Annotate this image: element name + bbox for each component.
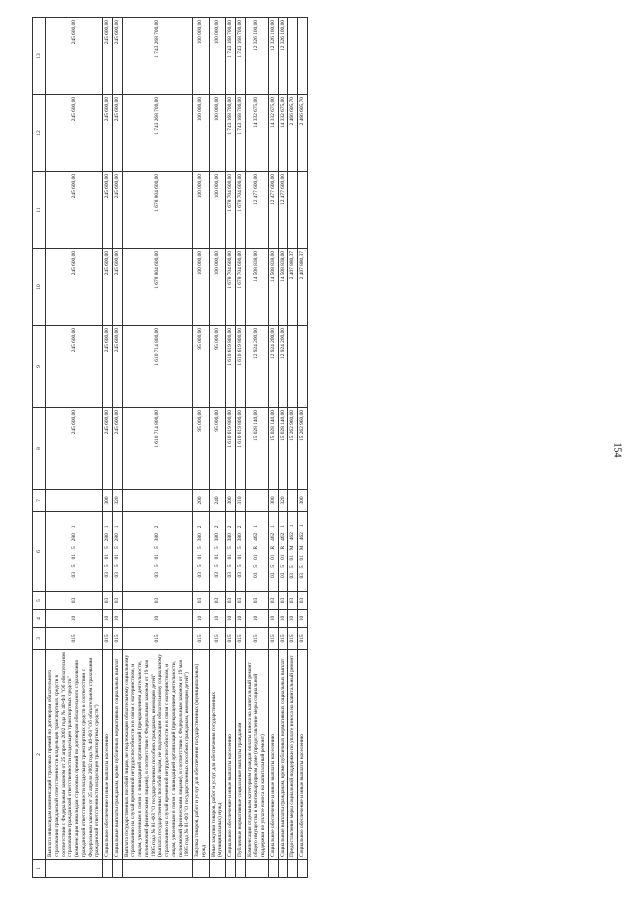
row-number-cell xyxy=(298,860,308,878)
target-article-part: 01 xyxy=(236,554,243,560)
subsection-code: 03 xyxy=(268,592,278,610)
target-article-part: 2 xyxy=(153,525,160,529)
target-article-code xyxy=(46,512,103,592)
target-article-part: 1 xyxy=(113,525,120,529)
amount-cell: 245 600,00 xyxy=(112,95,122,172)
row-number-cell xyxy=(112,860,122,878)
subsection-code: 03 xyxy=(278,592,288,610)
amount-cell xyxy=(298,326,308,408)
amount-cell: 12 326 100,00 xyxy=(268,18,278,95)
target-article-part: 01 xyxy=(253,554,260,560)
row-number-cell xyxy=(103,860,113,878)
table-row xyxy=(235,18,245,878)
target-article-part: 2 xyxy=(213,525,220,529)
target-article-part: 01 xyxy=(269,554,276,560)
amount-cell: 95 000,00 xyxy=(209,326,226,408)
amount-cell: 2 407 880,37 xyxy=(288,249,298,326)
amount-cell: 2 466 605,70 xyxy=(288,95,298,172)
amount-cell: 1 743 268 700,00 xyxy=(122,18,193,95)
target-article-part: 380 xyxy=(213,533,220,542)
amount-cell: 15 028 140,00 xyxy=(278,408,288,490)
target-article-part: 5 xyxy=(299,565,305,569)
target-article-code xyxy=(288,512,298,592)
table-row xyxy=(268,18,278,878)
expense-type-code xyxy=(122,490,193,512)
subsection-code: 03 xyxy=(226,592,236,610)
target-article-code xyxy=(278,512,288,592)
expense-type-code: 320 xyxy=(112,490,122,512)
target-article-part: 03 xyxy=(197,572,204,578)
amount-cell: 245 600,00 xyxy=(46,18,103,95)
target-article-part: 03 xyxy=(227,572,233,578)
row-name: Выплата государственных пособий лицам, не подлежащим обязательному социальному страхованию на случай временной нетрудоспособности и в связи с материнством, и лицам, уволенным в связи с ликвидацией организаций (прекращением деятельности, полномочий физическими лицами), в соответствии с Федеральным законом от 19 мая 1995 года № 81-ФЗ "О государственных пособиях гражданам, имеющим детей" (выплата государственных пособий лицам, не подлежащим обязательному социальному страхованию на случай временной нетрудоспособности и в связи с материнством, и лицам, уволенным в связи с ликвидацией организаций (прекращением деятельности, полномочий физическими лицами), в соответствии с Федеральным законом от 19 мая 1995 года № 81-ФЗ "О государственных пособиях гражданам, имеющим детей") xyxy=(122,650,193,860)
amount-cell: 245 600,00 xyxy=(46,172,103,249)
row-number-cell xyxy=(209,860,226,878)
target-article-part: М xyxy=(299,545,305,551)
target-article-part: 03 xyxy=(269,572,276,578)
amount-cell: 15 028 140,00 xyxy=(268,408,278,490)
target-article-part: 5 xyxy=(153,546,160,550)
row-name: Предоставление меры социальной поддержки по уплате взноса на капитальный ремонт xyxy=(288,650,298,860)
amount-cell: 100 000,00 xyxy=(209,172,226,249)
row-number-cell xyxy=(288,860,298,878)
amount-cell: 14 508 838,00 xyxy=(278,249,288,326)
target-article-part: 1 xyxy=(70,525,77,529)
target-article-part: 03 xyxy=(299,573,305,579)
table-row xyxy=(298,18,308,878)
amount-cell: 14 508 838,00 xyxy=(245,249,268,326)
column-number: 2 xyxy=(33,650,46,860)
row-name: Закупка товаров, работ и услуг для обеспечения государственных (муниципальных) нужд xyxy=(193,650,210,860)
row-name: Иные закупки товаров, работ и услуг для обеспечения государственных (муниципальных) нужд xyxy=(209,650,226,860)
target-article-part: 01 xyxy=(104,554,110,560)
row-name: Социальное обеспечение и иные выплаты населению xyxy=(103,650,113,860)
target-article-part: 280 xyxy=(104,533,110,542)
amount-cell: 1 743 268 700,00 xyxy=(122,95,193,172)
amount-cell: 1 610 619 800,00 xyxy=(235,408,245,490)
amount-cell: 1 610 619 800,00 xyxy=(226,326,236,408)
amount-cell: 12 477 600,00 xyxy=(245,172,268,249)
ministry-code: 015 xyxy=(122,628,193,650)
target-article-part: 5 xyxy=(197,564,204,568)
expense-type-code: 300 xyxy=(226,490,236,512)
amount-cell: 1 678 704 600,00 xyxy=(226,172,236,249)
target-article-code xyxy=(226,512,236,592)
amount-cell: 1 678 804 600,00 xyxy=(122,172,193,249)
amount-cell: 14 332 675,00 xyxy=(268,95,278,172)
amount-cell: 245 600,00 xyxy=(112,18,122,95)
amount-cell: 12 477 600,00 xyxy=(268,172,278,249)
target-article-part: R xyxy=(269,545,276,550)
ministry-code: 015 xyxy=(46,628,103,650)
amount-cell: 14 508 838,00 xyxy=(268,249,278,326)
subsection-code: 03 xyxy=(122,592,193,610)
column-number: 9 xyxy=(33,326,46,408)
target-article-part: 5 xyxy=(227,564,233,568)
target-article-code xyxy=(268,512,278,592)
target-article-part: 5 xyxy=(104,564,110,568)
target-article-code xyxy=(122,512,193,592)
row-name: Социальное обеспечение и иные выплаты населению xyxy=(226,650,236,860)
target-article-code xyxy=(245,512,268,592)
amount-cell: 1 610 619 800,00 xyxy=(226,408,236,490)
target-article-part: 2 xyxy=(197,525,204,529)
expense-type-code: 200 xyxy=(193,490,210,512)
column-number: 11 xyxy=(33,172,46,249)
row-name: Выплата инвалидам компенсаций страховых премий по договорам обязательного страхования гражданской ответственности владельцев транспортных средств в соответствии с Федеральным законом от 25 апреля 2002 года № 40-ФЗ "Об обязательном страховании гражданской ответственности владельцев транспортных средств" (компенсация инвалидам страховых премий по договорам обязательного страхования гражданской ответственности владельцев транспортных средств в соответствии с Федеральным законом от 25 апреля 2002 года № 40-ФЗ "Об обязательном страховании гражданской ответственности владельцев транспортных средств") xyxy=(46,650,103,860)
amount-cell: 1 743 168 700,00 xyxy=(226,95,236,172)
amount-cell: 1 678 704 600,00 xyxy=(226,249,236,326)
amount-cell: 100 000,00 xyxy=(193,249,210,326)
subsection-code: 03 xyxy=(288,592,298,610)
amount-cell: 1 743 168 700,00 xyxy=(226,18,236,95)
table-row xyxy=(245,18,268,878)
target-article-part: R xyxy=(279,545,286,550)
expense-type-code: 300 xyxy=(298,490,308,512)
section-code: 10 xyxy=(298,610,308,628)
target-article-part: 1 xyxy=(104,525,110,529)
target-article-part: 380 xyxy=(197,533,204,542)
amount-cell: 1 678 704 600,00 xyxy=(235,249,245,326)
amount-cell: 100 000,00 xyxy=(209,18,226,95)
row-name: Социальное обеспечение и иные выплаты населению xyxy=(268,650,278,860)
target-article-code xyxy=(193,512,210,592)
target-article-part: 462 xyxy=(289,532,296,541)
target-article-part: 5 xyxy=(197,546,204,550)
target-article-part: 5 xyxy=(236,564,243,568)
target-article-part: 5 xyxy=(153,564,160,568)
amount-cell xyxy=(288,18,298,95)
table-row xyxy=(288,18,298,878)
section-code: 10 xyxy=(245,610,268,628)
subsection-code: 03 xyxy=(112,592,122,610)
row-name: Социальные выплаты гражданам, кроме публичных нормативных социальных выплат xyxy=(278,650,288,860)
target-article-part: 01 xyxy=(289,555,296,561)
target-article-part: 5 xyxy=(253,564,260,568)
target-article-code xyxy=(103,512,113,592)
target-article-part: 5 xyxy=(213,564,220,568)
target-article-part: 5 xyxy=(236,546,243,550)
target-article-part: 03 xyxy=(113,572,120,578)
section-code: 10 xyxy=(46,610,103,628)
ministry-code: 015 xyxy=(235,628,245,650)
target-article-part: 03 xyxy=(104,572,110,578)
ministry-code: 015 xyxy=(245,628,268,650)
subsection-code: 03 xyxy=(298,592,308,610)
column-number-row xyxy=(33,18,46,878)
target-article-part: 5 xyxy=(269,564,276,568)
amount-cell: 1 743 168 700,00 xyxy=(235,95,245,172)
target-article-part: 1 xyxy=(279,525,286,528)
budget-table-page xyxy=(32,18,600,878)
table-row xyxy=(112,18,122,878)
ministry-code: 015 xyxy=(209,628,226,650)
column-number: 13 xyxy=(33,18,46,95)
target-article-part: 280 xyxy=(113,533,120,542)
column-number: 4 xyxy=(33,610,46,628)
row-number-cell xyxy=(235,860,245,878)
table-row xyxy=(193,18,210,878)
target-article-part: 03 xyxy=(236,572,243,578)
ministry-code: 015 xyxy=(193,628,210,650)
target-article-part: 01 xyxy=(213,554,220,560)
target-article-part: 5 xyxy=(113,546,120,550)
subsection-code: 03 xyxy=(193,592,210,610)
section-code: 10 xyxy=(209,610,226,628)
target-article-code xyxy=(235,512,245,592)
section-code: 10 xyxy=(122,610,193,628)
target-article-part: 03 xyxy=(289,573,296,579)
target-article-part: 462 xyxy=(299,532,305,541)
amount-cell xyxy=(288,326,298,408)
table-row xyxy=(103,18,113,878)
amount-cell: 245 600,00 xyxy=(112,326,122,408)
expense-type-code: 240 xyxy=(209,490,226,512)
amount-cell: 245 600,00 xyxy=(103,249,113,326)
amount-cell: 1 678 804 600,00 xyxy=(122,249,193,326)
row-name: Публичные нормативные социальные выплаты гражданам xyxy=(235,650,245,860)
subsection-code: 03 xyxy=(46,592,103,610)
target-article-part: 2 xyxy=(236,525,243,529)
table-row xyxy=(209,18,226,878)
row-number-cell xyxy=(245,860,268,878)
target-article-part: 03 xyxy=(153,572,160,578)
row-number-cell xyxy=(278,860,288,878)
amount-cell: 100 000,00 xyxy=(193,95,210,172)
target-article-part: 01 xyxy=(113,554,120,560)
ministry-code: 015 xyxy=(112,628,122,650)
target-article-part: 5 xyxy=(279,564,286,568)
table-row xyxy=(46,18,103,878)
amount-cell: 2 466 605,70 xyxy=(298,95,308,172)
amount-cell: 245 600,00 xyxy=(103,172,113,249)
row-number-cell xyxy=(193,860,210,878)
amount-cell: 15 262 960,00 xyxy=(298,408,308,490)
column-number: 5 xyxy=(33,592,46,610)
section-code: 10 xyxy=(268,610,278,628)
amount-cell: 245 600,00 xyxy=(112,249,122,326)
column-number: 7 xyxy=(33,490,46,512)
ministry-code: 015 xyxy=(226,628,236,650)
ministry-code: 015 xyxy=(288,628,298,650)
amount-cell: 100 000,00 xyxy=(209,95,226,172)
amount-cell: 245 600,00 xyxy=(103,408,113,490)
row-number-cell xyxy=(46,860,103,878)
amount-cell: 15 028 140,00 xyxy=(245,408,268,490)
amount-cell: 14 332 675,00 xyxy=(278,95,288,172)
target-article-part: 03 xyxy=(213,572,220,578)
ministry-code: 015 xyxy=(268,628,278,650)
amount-cell: 14 332 675,00 xyxy=(245,95,268,172)
amount-cell: 100 000,00 xyxy=(193,172,210,249)
column-number: 6 xyxy=(33,512,46,592)
amount-cell: 245 600,00 xyxy=(46,95,103,172)
target-article-part: 1 xyxy=(253,525,260,528)
amount-cell: 12 924 200,00 xyxy=(268,326,278,408)
expense-type-code: 310 xyxy=(235,490,245,512)
amount-cell xyxy=(288,172,298,249)
target-article-code xyxy=(112,512,122,592)
column-number: 1 xyxy=(33,860,46,878)
section-code: 10 xyxy=(278,610,288,628)
row-name: Социальное обеспечение и иные выплаты населению xyxy=(298,650,308,860)
column-number: 8 xyxy=(33,408,46,490)
amount-cell: 12 326 100,00 xyxy=(245,18,268,95)
target-article-code xyxy=(298,512,308,592)
target-article-part: 280 xyxy=(70,533,77,542)
target-article-code xyxy=(209,512,226,592)
target-article-part: 5 xyxy=(104,546,110,550)
target-article-part: 380 xyxy=(236,533,243,542)
column-number: 12 xyxy=(33,95,46,172)
row-number-cell xyxy=(268,860,278,878)
table-row xyxy=(278,18,288,878)
section-code: 10 xyxy=(226,610,236,628)
target-article-part: 5 xyxy=(227,546,233,550)
section-code: 10 xyxy=(235,610,245,628)
expense-type-code: 300 xyxy=(103,490,113,512)
amount-cell: 245 600,00 xyxy=(112,172,122,249)
amount-cell: 12 924 200,00 xyxy=(245,326,268,408)
section-code: 10 xyxy=(112,610,122,628)
row-name: Социальные выплаты гражданам, кроме публичных нормативных социальных выплат xyxy=(112,650,122,860)
amount-cell: 245 600,00 xyxy=(103,95,113,172)
table-row xyxy=(122,18,193,878)
amount-cell: 1 610 619 800,00 xyxy=(235,326,245,408)
amount-cell: 95 000,00 xyxy=(193,408,210,490)
target-article-part: 1 xyxy=(289,524,296,528)
table-body xyxy=(46,18,308,878)
expense-type-code: 320 xyxy=(278,490,288,512)
amount-cell: 245 600,00 xyxy=(46,249,103,326)
row-number-cell xyxy=(226,860,236,878)
target-article-part: 01 xyxy=(299,555,305,561)
target-article-part: R xyxy=(253,545,260,550)
target-article-part: М xyxy=(289,545,296,551)
target-article-part: 01 xyxy=(70,554,77,560)
section-code: 10 xyxy=(288,610,298,628)
expense-type-code xyxy=(288,490,298,512)
row-number-cell xyxy=(122,860,193,878)
subsection-code: 03 xyxy=(209,592,226,610)
table-row xyxy=(226,18,236,878)
expense-type-code: 300 xyxy=(268,490,278,512)
subsection-code: 03 xyxy=(245,592,268,610)
amount-cell: 245 600,00 xyxy=(46,326,103,408)
target-article-part: 1 xyxy=(269,525,276,528)
target-article-part: 462 xyxy=(253,532,260,541)
section-code: 10 xyxy=(193,610,210,628)
target-article-part: 03 xyxy=(279,572,286,578)
ministry-code: 015 xyxy=(103,628,113,650)
amount-cell: 1 743 168 700,00 xyxy=(235,18,245,95)
amount-cell: 12 924 200,00 xyxy=(278,326,288,408)
ministry-code: 015 xyxy=(278,628,288,650)
amount-cell: 1 610 714 800,00 xyxy=(122,326,193,408)
amount-cell: 245 600,00 xyxy=(103,326,113,408)
amount-cell: 95 000,00 xyxy=(193,326,210,408)
ministry-code: 015 xyxy=(298,628,308,650)
amount-cell: 245 600,00 xyxy=(103,18,113,95)
target-article-part: 5 xyxy=(70,564,77,568)
page-number: 154 xyxy=(611,442,623,458)
amount-cell: 12 477 600,00 xyxy=(278,172,288,249)
target-article-part: 01 xyxy=(197,554,204,560)
amount-cell: 95 000,00 xyxy=(209,408,226,490)
row-name: Компенсация отдельным категориям граждан оплаты взноса на капитальный ремонт общего имущества в многоквартирном доме (предоставление меры социальной поддержки по уплате взноса на капитальный ремонт) xyxy=(245,650,268,860)
target-article-part: 2 xyxy=(227,525,233,529)
subsection-code: 03 xyxy=(235,592,245,610)
amount-cell: 2 407 880,37 xyxy=(298,249,308,326)
column-number: 10 xyxy=(33,249,46,326)
amount-cell: 245 600,00 xyxy=(46,408,103,490)
amount-cell xyxy=(298,18,308,95)
target-article-part: 5 xyxy=(213,546,220,550)
target-article-part: 380 xyxy=(153,533,160,542)
amount-cell: 1 610 714 800,00 xyxy=(122,408,193,490)
budget-table xyxy=(32,17,308,878)
target-article-part: 01 xyxy=(279,554,286,560)
target-article-part: 01 xyxy=(153,554,160,560)
amount-cell: 15 262 960,00 xyxy=(288,408,298,490)
target-article-part: 462 xyxy=(279,532,286,541)
amount-cell: 12 326 100,00 xyxy=(278,18,288,95)
target-article-part: 5 xyxy=(70,546,77,550)
target-article-part: 5 xyxy=(113,564,120,568)
expense-type-code xyxy=(245,490,268,512)
target-article-part: 380 xyxy=(227,533,233,542)
expense-type-code xyxy=(46,490,103,512)
target-article-part: 03 xyxy=(253,572,260,578)
amount-cell: 1 678 704 600,00 xyxy=(235,172,245,249)
target-article-part: 01 xyxy=(227,554,233,560)
amount-cell: 100 000,00 xyxy=(193,18,210,95)
target-article-part: 03 xyxy=(70,572,77,578)
amount-cell: 100 000,00 xyxy=(209,249,226,326)
target-article-part: 5 xyxy=(289,565,296,569)
target-article-part: 462 xyxy=(269,532,276,541)
section-code: 10 xyxy=(103,610,113,628)
subsection-code: 03 xyxy=(103,592,113,610)
target-article-part: 1 xyxy=(299,524,305,528)
amount-cell: 245 600,00 xyxy=(112,408,122,490)
amount-cell xyxy=(298,172,308,249)
column-number: 3 xyxy=(33,628,46,650)
